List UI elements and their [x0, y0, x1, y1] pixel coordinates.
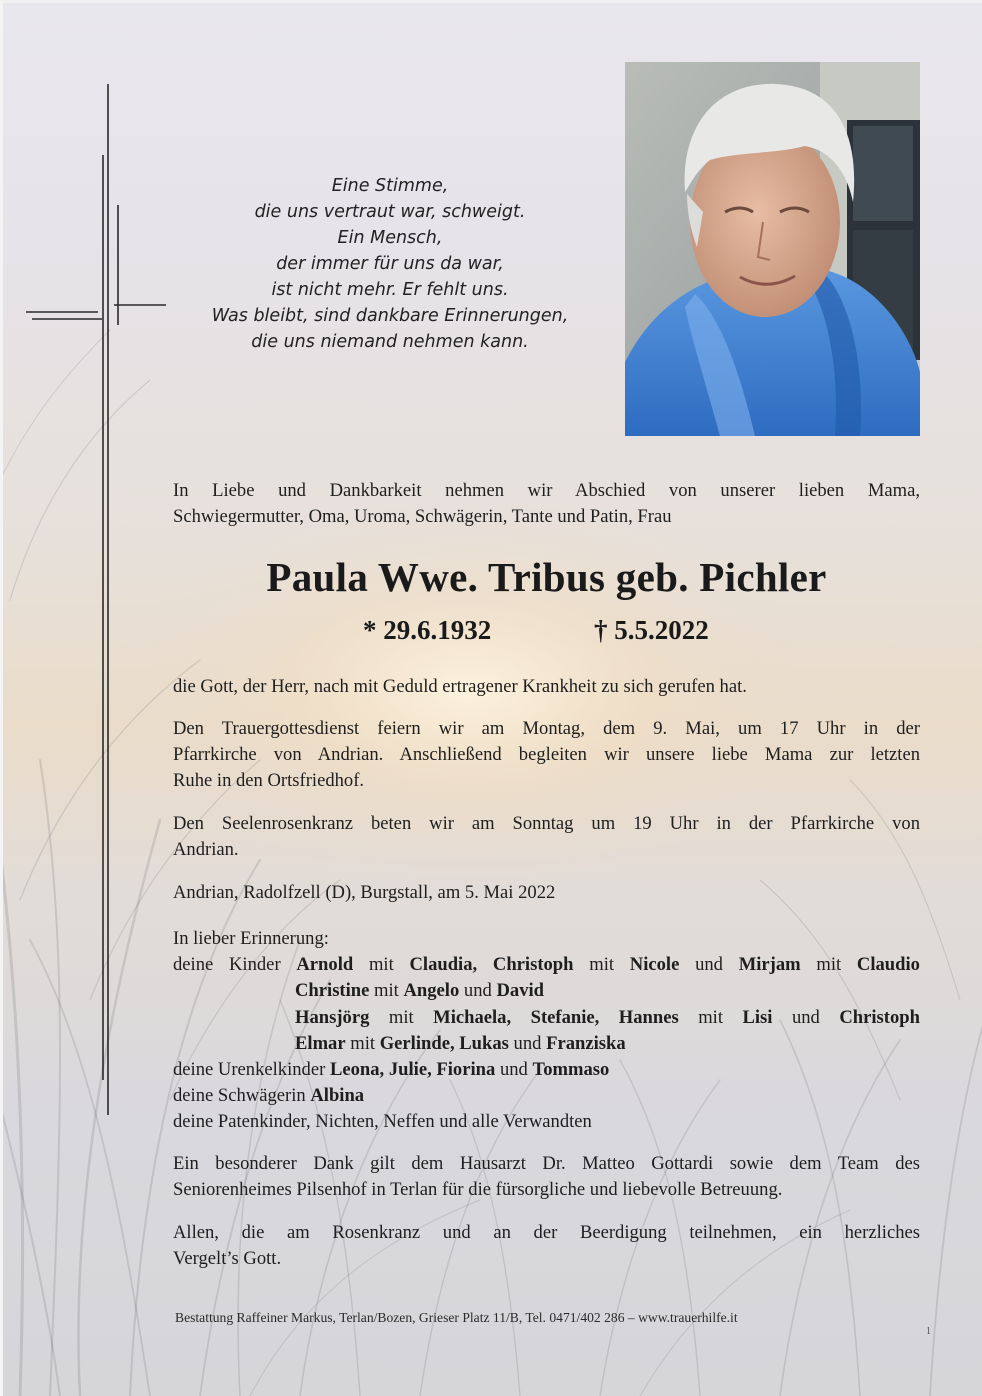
memorial-poem	[180, 173, 600, 355]
intro-line: Schwiegermutter, Oma, Uroma, Schwägerin, Tante und Patin, Frau	[173, 506, 672, 527]
rosary-line: Den Seelenrosenkranz beten wir am Sonntag um 19 Uhr in der Pfarrkirche von	[173, 813, 920, 834]
mourners-list	[173, 926, 920, 1136]
cross-icon	[20, 80, 180, 1120]
death-date: † 5.5.2022	[594, 615, 709, 645]
thanks-line: Ein besonderer Dank gilt dem Hausarzt Dr. Matteo Gottardi sowie dem Team des	[173, 1153, 920, 1174]
closing-text	[173, 1220, 920, 1272]
children-row: Hansjörg mit Michaela, Stefanie, Hannes mit Lisi und Christoph	[295, 1006, 920, 1028]
greatgrandchildren-row: deine Urenkelkinder Leona, Julie, Fiorina und Tommaso	[173, 1059, 610, 1081]
relatives-row: deine Patenkinder, Nichten, Neffen und alle Verwandten	[173, 1111, 592, 1133]
portrait-photo	[625, 62, 920, 436]
page-number: 1	[926, 1326, 931, 1337]
poem-line: Ein Mensch,	[337, 228, 443, 248]
poem-line: Eine Stimme,	[331, 176, 449, 196]
funeral-line: Den Trauergottesdienst feiern wir am Montag, dem 9. Mai, um 17 Uhr in der	[173, 718, 920, 739]
life-dates	[173, 615, 920, 655]
thanks-text	[173, 1151, 920, 1203]
intro-line: In Liebe und Dankbarkeit nehmen wir Abschied von unserer lieben Mama,	[173, 480, 920, 501]
children-row: deine Kinder Arnold mit Claudia, Christoph mit Nicole und Mirjam mit Claudio	[173, 954, 920, 976]
deceased-name: Paula Wwe. Tribus geb. Pichler	[266, 554, 827, 600]
poem-line: Was bleibt, sind dankbare Erinnerungen,	[211, 306, 569, 326]
funeral-info	[173, 716, 920, 794]
poem-line: die uns niemand nehmen kann.	[251, 332, 529, 352]
poem-line: der immer für uns da war,	[276, 254, 504, 274]
rosary-line: Andrian.	[173, 839, 239, 860]
funeral-home-footer: Bestattung Raffeiner Markus, Terlan/Bozen, Grieser Platz 11/B, Tel. 0471/402 286 – www.trauerhilfe.it	[175, 1310, 738, 1325]
place-date: Andrian, Radolfzell (D), Burgstall, am 5. Mai 2022	[173, 882, 556, 903]
closing-line: Vergelt’s Gott.	[173, 1248, 282, 1269]
intro-text	[173, 478, 920, 530]
children-row: Elmar mit Gerlinde, Lukas und Franziska	[295, 1032, 626, 1054]
children-row: Christine mit Angelo und David	[295, 980, 544, 1002]
birth-date: * 29.6.1932	[363, 615, 492, 645]
sister-in-law-row: deine Schwägerin Albina	[173, 1085, 365, 1107]
poem-line: die uns vertraut war, schweigt.	[254, 202, 526, 222]
called-text: die Gott, der Herr, nach mit Geduld ertragener Krankheit zu sich gerufen hat.	[173, 676, 747, 697]
funeral-line: Pfarrkirche von Andrian. Anschließend begleiten wir unsere liebe Mama zur letzten	[173, 744, 920, 765]
rosary-info	[173, 811, 920, 863]
closing-line: Allen, die am Rosenkranz und an der Beerdigung teilnehmen, ein herzliches	[173, 1222, 920, 1243]
funeral-line: Ruhe in den Ortsfriedhof.	[173, 770, 365, 791]
family-heading: In lieber Erinnerung:	[173, 928, 329, 949]
thanks-line: Seniorenheimes Pilsenhof in Terlan für die fürsorgliche und liebevolle Betreuung.	[173, 1179, 783, 1200]
poem-line: ist nicht mehr. Er fehlt uns.	[271, 280, 509, 300]
